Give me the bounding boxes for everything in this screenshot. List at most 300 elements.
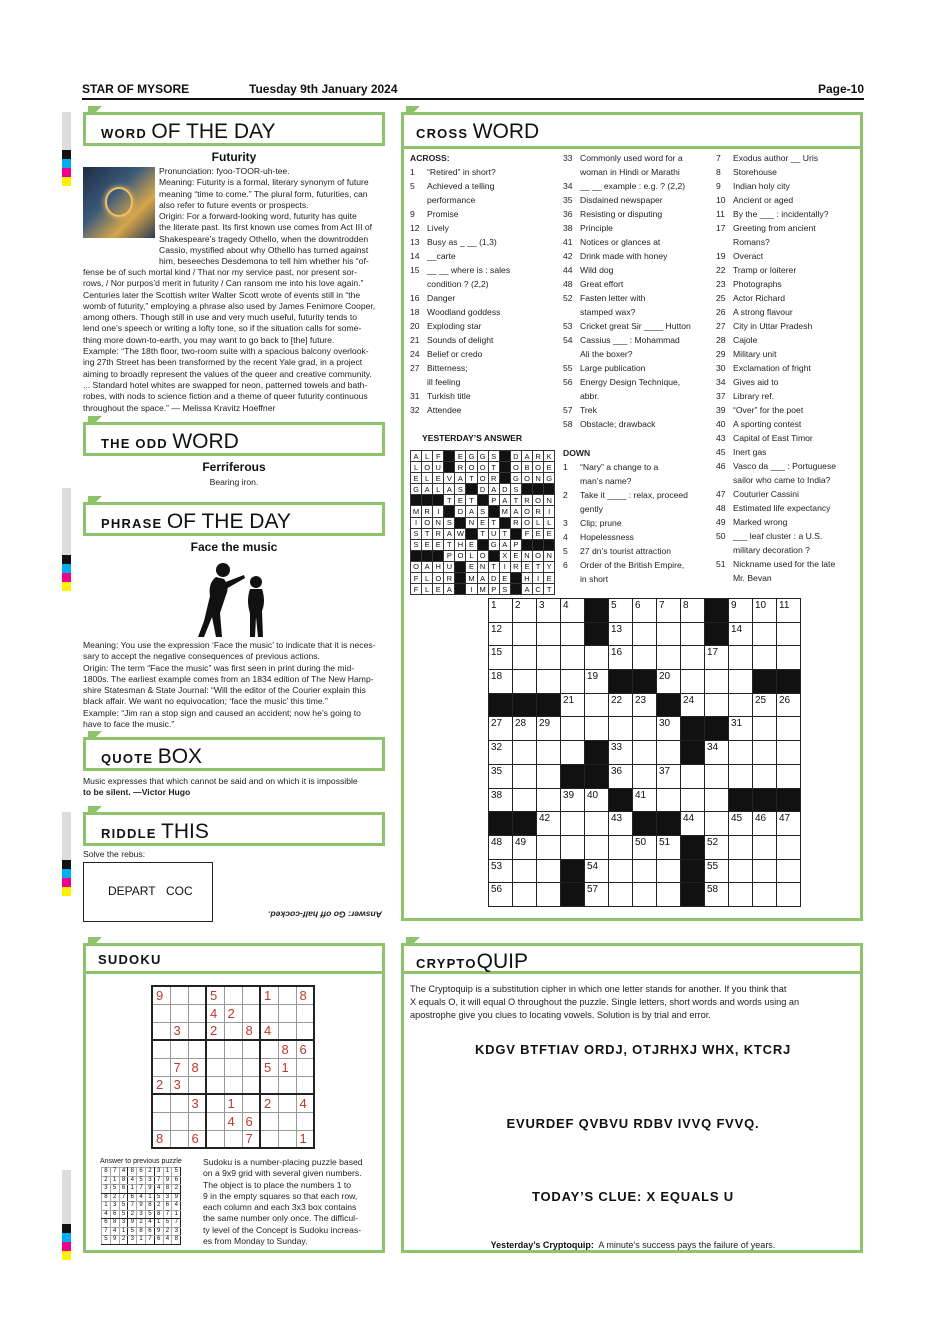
sudoku-cell[interactable] <box>224 1130 242 1148</box>
crossword-cell[interactable] <box>657 622 681 646</box>
sudoku-cell[interactable] <box>242 1058 260 1076</box>
crossword-cell[interactable]: 48 <box>489 835 513 859</box>
crossword-cell[interactable]: 36 <box>609 764 633 788</box>
clue-row: 31 Turkish title <box>410 391 471 401</box>
sudoku-cell: 1 <box>224 1094 242 1112</box>
crossword-cell[interactable] <box>513 741 537 765</box>
sudoku-cell[interactable] <box>152 1058 170 1076</box>
crossword-cell[interactable] <box>561 646 585 670</box>
sudoku-cell[interactable] <box>242 986 260 1004</box>
clue-row: 51 Nickname used for the late <box>716 559 836 569</box>
page-number: Page-10 <box>817 82 864 96</box>
crossword-cell[interactable]: 43 <box>609 812 633 836</box>
crossword-cell[interactable] <box>513 764 537 788</box>
crossword-cell[interactable] <box>537 788 561 812</box>
crossword-cell[interactable] <box>681 622 705 646</box>
crossword-cell[interactable] <box>561 670 585 694</box>
crossword-cell[interactable]: 56 <box>489 883 513 907</box>
crossword-cell[interactable] <box>561 741 585 765</box>
answer-cell: 6 <box>110 1210 119 1219</box>
crossword-cell[interactable] <box>729 883 753 907</box>
crossword-cell[interactable]: 27 <box>489 717 513 741</box>
answer-cell: 1 <box>154 1219 163 1228</box>
crossword-cell[interactable] <box>561 835 585 859</box>
sudoku-cell[interactable] <box>188 1112 206 1130</box>
sudoku-cell[interactable] <box>296 1004 314 1022</box>
crossword-cell[interactable] <box>657 883 681 907</box>
sudoku-cell[interactable] <box>278 1130 296 1148</box>
crossword-cell[interactable]: 21 <box>561 693 585 717</box>
clue-row: 58 Obstacle; drawback <box>563 419 656 429</box>
sudoku-cell[interactable] <box>152 1112 170 1130</box>
sudoku-cell[interactable] <box>242 1094 260 1112</box>
section-title: QUOTE <box>101 751 154 766</box>
crossword-cell[interactable] <box>585 812 609 836</box>
answer-cell: 7 <box>128 1202 137 1211</box>
crossword-cell[interactable]: 19 <box>585 670 609 694</box>
text-line: ty level of the Concept is Sudoku increas- <box>203 1224 362 1235</box>
clue-row: 53 Cricket great Sir ____ Hutton <box>563 321 691 331</box>
sudoku-cell[interactable] <box>224 1076 242 1094</box>
crossword-cell[interactable]: 18 <box>489 670 513 694</box>
clue-row: 48 Estimated life expectancy <box>716 503 831 513</box>
crossword-cell[interactable] <box>681 764 705 788</box>
sudoku-cell[interactable] <box>242 1004 260 1022</box>
answer-cell <box>521 484 532 495</box>
clue-row: 35 Disdained newspaper <box>563 195 663 205</box>
crossword-cell[interactable] <box>633 622 657 646</box>
crossword-cell[interactable]: 39 <box>561 788 585 812</box>
sudoku-cell[interactable] <box>170 986 188 1004</box>
crossword-cell[interactable]: 51 <box>657 835 681 859</box>
section-title-suffix: WORD <box>472 120 540 143</box>
crossword-cell[interactable] <box>777 859 801 883</box>
answer-cell: I <box>499 561 510 572</box>
crossword-cell[interactable]: 53 <box>489 859 513 883</box>
sudoku-cell[interactable] <box>170 1004 188 1022</box>
text-line: Shakespeare’s tragedy Othello, when the downtrodden <box>159 233 369 244</box>
answer-cell: D <box>510 451 521 462</box>
crossword-cell[interactable] <box>729 670 753 694</box>
crossword-cell[interactable] <box>777 646 801 670</box>
text-line: fense be of such mortal kind / That nor my service past, nor present sor- <box>83 267 358 277</box>
crossword-cell[interactable] <box>585 646 609 670</box>
crossword-cell[interactable] <box>681 670 705 694</box>
crossword-cell[interactable] <box>777 835 801 859</box>
section-title-suffix: QUIP <box>476 950 528 973</box>
crossword-cell[interactable] <box>513 670 537 694</box>
answer-cell: H <box>455 539 466 550</box>
sudoku-cell[interactable] <box>206 1058 224 1076</box>
text-line: the literate past. Its first known use comes from Act III of <box>159 222 373 233</box>
crossword-cell[interactable]: 26 <box>777 693 801 717</box>
answer-cell: 3 <box>163 1193 172 1202</box>
phrase-body <box>83 640 385 730</box>
crossword-cell[interactable] <box>777 764 801 788</box>
sudoku-cell[interactable] <box>242 1040 260 1058</box>
sudoku-cell[interactable] <box>188 1022 206 1040</box>
crossword-cell[interactable] <box>585 835 609 859</box>
crossword-cell[interactable] <box>609 883 633 907</box>
section-title: THE ODD <box>101 436 168 451</box>
crossword-cell[interactable]: 40 <box>585 788 609 812</box>
crossword-cell[interactable] <box>513 883 537 907</box>
sudoku-cell[interactable] <box>260 1004 278 1022</box>
crossword-cell[interactable] <box>657 741 681 765</box>
sudoku-cell[interactable] <box>170 1112 188 1130</box>
clue-row: 45 Inert gas <box>716 447 767 457</box>
sudoku-cell[interactable] <box>224 1058 242 1076</box>
crossword-cell[interactable]: 3 <box>537 599 561 623</box>
answer-cell: L <box>422 473 433 484</box>
crossword-cell[interactable] <box>609 859 633 883</box>
section-title: CRYPTO <box>416 956 477 971</box>
answer-cell: 5 <box>154 1193 163 1202</box>
crossword-cell[interactable] <box>753 859 777 883</box>
crossword-cell[interactable] <box>753 622 777 646</box>
sudoku-cell[interactable] <box>152 1004 170 1022</box>
crossword-cell[interactable] <box>777 883 801 907</box>
sudoku-cell[interactable] <box>278 1022 296 1040</box>
sudoku-cell: 1 <box>278 1058 296 1076</box>
answer-cell <box>433 550 444 561</box>
crossword-cell[interactable] <box>753 883 777 907</box>
cipher-line-2: EVURDEF QVBVU RDBV IVVQ FVVQ. <box>506 1116 760 1131</box>
answer-cell: 2 <box>172 1185 181 1194</box>
crossword-cell[interactable] <box>705 812 729 836</box>
crossword-cell[interactable] <box>777 741 801 765</box>
crossword-cell[interactable] <box>537 670 561 694</box>
answer-cell: 8 <box>137 1227 146 1236</box>
rebus-box <box>83 862 213 922</box>
crossword-cell[interactable] <box>753 764 777 788</box>
crossword-cell[interactable] <box>513 788 537 812</box>
crossword-cell[interactable]: 47 <box>777 812 801 836</box>
crossword-cell[interactable] <box>681 646 705 670</box>
answer-cell <box>444 462 455 473</box>
crossword-cell[interactable] <box>729 859 753 883</box>
sudoku-cell[interactable] <box>206 1112 224 1130</box>
issue-date: Tuesday 9th January 2024 <box>249 82 398 96</box>
sudoku-cell[interactable] <box>278 1004 296 1022</box>
answer-cell: A <box>521 584 532 595</box>
crossword-cell[interactable] <box>753 646 777 670</box>
crossword-cell[interactable]: 2 <box>513 599 537 623</box>
answer-cell: F <box>521 528 532 539</box>
crossword-cell[interactable] <box>705 693 729 717</box>
sudoku-cell[interactable] <box>152 1040 170 1058</box>
riddle-header <box>83 812 385 846</box>
quote-text <box>83 776 385 799</box>
clue-row: 20 Exploding star <box>410 321 482 331</box>
crossword-cell[interactable]: 12 <box>489 622 513 646</box>
crossword-cell[interactable] <box>633 741 657 765</box>
sudoku-cell[interactable] <box>278 1076 296 1094</box>
answer-cell: 7 <box>154 1176 163 1185</box>
crossword-cell[interactable]: 38 <box>489 788 513 812</box>
sudoku-cell[interactable] <box>206 1130 224 1148</box>
sudoku-cell[interactable] <box>296 1022 314 1040</box>
crossword-cell[interactable]: 11 <box>777 599 801 623</box>
answer-cell: T <box>488 462 499 473</box>
answer-cell: 2 <box>137 1219 146 1228</box>
sudoku-cell: 5 <box>206 986 224 1004</box>
crossword-cell[interactable] <box>705 670 729 694</box>
answer-cell <box>455 517 466 528</box>
clue-row: 23 Photographs <box>716 279 782 289</box>
answer-cell: 5 <box>163 1219 172 1228</box>
answer-cell: M <box>466 573 477 584</box>
crossword-cell[interactable]: 9 <box>729 599 753 623</box>
crossword-cell[interactable] <box>753 717 777 741</box>
crossword-cell[interactable]: 55 <box>705 859 729 883</box>
crossword-cell <box>561 859 585 883</box>
crossword-cell <box>489 693 513 717</box>
sudoku-cell[interactable] <box>296 1058 314 1076</box>
crossword-cell[interactable] <box>537 764 561 788</box>
answer-cell <box>499 462 510 473</box>
crossword-cell[interactable]: 52 <box>705 835 729 859</box>
answer-cell: A <box>422 561 433 572</box>
crossword-cell[interactable]: 50 <box>633 835 657 859</box>
crossword-cell[interactable] <box>729 764 753 788</box>
crossword-cell[interactable] <box>753 741 777 765</box>
crossword-cell[interactable] <box>633 646 657 670</box>
crossword-cell[interactable]: 33 <box>609 741 633 765</box>
crossword-cell[interactable] <box>537 646 561 670</box>
sudoku-cell: 2 <box>152 1076 170 1094</box>
sudoku-cell[interactable] <box>188 1004 206 1022</box>
sudoku-cell[interactable] <box>188 1040 206 1058</box>
sudoku-cell[interactable] <box>152 1094 170 1112</box>
crossword-cell[interactable] <box>513 646 537 670</box>
sudoku-cell: 1 <box>296 1130 314 1148</box>
answer-cell: L <box>533 517 544 528</box>
todays-clue: TODAY’S CLUE: X EQUALS U <box>532 1189 734 1204</box>
answer-cell: X <box>499 550 510 561</box>
answer-cell: N <box>544 495 555 506</box>
crossword-cell[interactable] <box>561 622 585 646</box>
sudoku-cell[interactable] <box>170 1130 188 1148</box>
answer-cell <box>499 451 510 462</box>
crossword-cell[interactable] <box>705 764 729 788</box>
crossword-cell[interactable] <box>705 788 729 812</box>
answer-cell: R <box>455 462 466 473</box>
answer-cell: 4 <box>154 1185 163 1194</box>
clue-row: 9 Indian holy city <box>716 181 790 191</box>
sudoku-cell[interactable] <box>278 1094 296 1112</box>
answer-cell: 6 <box>128 1193 137 1202</box>
down-clues-col2 <box>563 446 713 586</box>
crossword-cell[interactable] <box>609 717 633 741</box>
answer-cell: 5 <box>128 1227 137 1236</box>
crossword-cell[interactable]: 35 <box>489 764 513 788</box>
crossword-cell[interactable]: 41 <box>633 788 657 812</box>
crossword-cell[interactable] <box>657 859 681 883</box>
sudoku-cell[interactable] <box>278 1112 296 1130</box>
sudoku-cell[interactable] <box>188 1076 206 1094</box>
word-origin-wrap <box>83 267 385 414</box>
crossword-cell[interactable]: 57 <box>585 883 609 907</box>
crossword-cell[interactable] <box>729 693 753 717</box>
crossword-cell[interactable]: 49 <box>513 835 537 859</box>
crossword-cell[interactable]: 45 <box>729 812 753 836</box>
crossword-cell[interactable]: 24 <box>681 693 705 717</box>
crossword-grid <box>488 598 801 907</box>
crossword-cell[interactable]: 17 <box>705 646 729 670</box>
sudoku-cell[interactable] <box>170 1040 188 1058</box>
sudoku-cell[interactable] <box>206 1094 224 1112</box>
text-line: have to face the music.” <box>83 719 175 730</box>
crossword-cell[interactable] <box>561 717 585 741</box>
crossword-cell[interactable]: 58 <box>705 883 729 907</box>
crossword-cell[interactable]: 22 <box>609 693 633 717</box>
answer-cell: Y <box>544 561 555 572</box>
crossword-cell[interactable] <box>537 859 561 883</box>
crossword-cell <box>681 717 705 741</box>
sudoku-cell[interactable] <box>152 1022 170 1040</box>
sudoku-cell[interactable] <box>206 1040 224 1058</box>
crossword-cell[interactable] <box>633 764 657 788</box>
crossword-cell[interactable]: 23 <box>633 693 657 717</box>
answer-cell: E <box>499 573 510 584</box>
answer-cell: A <box>455 473 466 484</box>
crossword-cell[interactable] <box>633 859 657 883</box>
sudoku-cell[interactable] <box>296 1076 314 1094</box>
crossword-cell[interactable] <box>609 835 633 859</box>
sudoku-cell: 6 <box>188 1130 206 1148</box>
answer-cell: E <box>455 495 466 506</box>
sudoku-cell[interactable] <box>206 1076 224 1094</box>
clue-row: 28 Cajole <box>716 335 758 345</box>
crossword-cell[interactable] <box>585 717 609 741</box>
text-line: rows, / Nor purpos’d merit in futurity / Can ransom me into his love again.” <box>83 278 364 289</box>
answer-cell: 8 <box>154 1210 163 1219</box>
crossword-cell[interactable] <box>681 788 705 812</box>
down-clues-col3 <box>716 151 856 585</box>
crossword-cell[interactable] <box>537 835 561 859</box>
crossword-cell[interactable]: 7 <box>657 599 681 623</box>
crossword-cell[interactable] <box>561 812 585 836</box>
answer-cell: S <box>444 517 455 528</box>
crossword-cell[interactable]: 34 <box>705 741 729 765</box>
crossword-cell[interactable] <box>585 693 609 717</box>
crossword-cell[interactable] <box>729 835 753 859</box>
answer-cell: M <box>411 506 422 517</box>
sudoku-cell[interactable] <box>260 1040 278 1058</box>
crossword-cell[interactable]: 4 <box>561 599 585 623</box>
answer-cell: T <box>422 528 433 539</box>
sudoku-cell[interactable] <box>260 1112 278 1130</box>
answer-cell: E <box>544 462 555 473</box>
crossword-cell[interactable]: 30 <box>657 717 681 741</box>
sudoku-cell[interactable] <box>296 1112 314 1130</box>
crossword-cell[interactable]: 28 <box>513 717 537 741</box>
crossword-cell[interactable] <box>537 741 561 765</box>
clue-row: 29 Military unit <box>716 349 777 359</box>
crossword-cell[interactable] <box>729 646 753 670</box>
crossword-cell[interactable]: 29 <box>537 717 561 741</box>
crossword-cell[interactable]: 20 <box>657 670 681 694</box>
clue-row: 50 ___ leaf cluster : a U.S. <box>716 531 823 541</box>
sudoku-cell[interactable] <box>224 986 242 1004</box>
clue-row: 47 Couturier Cassini <box>716 489 799 499</box>
crossword-cell[interactable]: 42 <box>537 812 561 836</box>
crossword-cell[interactable] <box>513 859 537 883</box>
crossword-cell[interactable]: 15 <box>489 646 513 670</box>
margin-strip <box>62 112 71 152</box>
crossword-cell <box>777 670 801 694</box>
clue-row: 54 Cassius ___ : Mohammad <box>563 335 680 345</box>
sudoku-cell[interactable] <box>242 1076 260 1094</box>
crossword-cell[interactable]: 46 <box>753 812 777 836</box>
crossword-cell[interactable]: 6 <box>633 599 657 623</box>
crossword-cell[interactable] <box>729 741 753 765</box>
crossword-cell <box>681 741 705 765</box>
answer-cell: 8 <box>128 1168 137 1177</box>
crossword-cell[interactable]: 8 <box>681 599 705 623</box>
sudoku-cell[interactable] <box>260 1130 278 1148</box>
crossword-cell <box>729 788 753 812</box>
section-title: PHRASE <box>101 516 163 531</box>
sudoku-cell[interactable] <box>170 1094 188 1112</box>
crossword-cell[interactable]: 13 <box>609 622 633 646</box>
rebus-word-1: DEPART <box>108 884 156 898</box>
sudoku-cell[interactable] <box>224 1040 242 1058</box>
crossword-cell[interactable] <box>657 646 681 670</box>
answer-cell: 3 <box>119 1219 128 1228</box>
answer-cell: 4 <box>119 1168 128 1177</box>
answer-cell: 6 <box>154 1236 163 1245</box>
crossword-cell[interactable]: 54 <box>585 859 609 883</box>
crossword-cell[interactable] <box>537 622 561 646</box>
answer-cell: T <box>488 561 499 572</box>
crossword-cell[interactable] <box>633 717 657 741</box>
crossword-cell[interactable]: 10 <box>753 599 777 623</box>
crossword-cell[interactable] <box>657 788 681 812</box>
crossword-cell[interactable]: 16 <box>609 646 633 670</box>
crossword-cell[interactable]: 5 <box>609 599 633 623</box>
answer-cell: 2 <box>102 1176 111 1185</box>
crossword-cell[interactable]: 14 <box>729 622 753 646</box>
crossword-cell[interactable]: 25 <box>753 693 777 717</box>
sudoku-cell[interactable] <box>278 986 296 1004</box>
answer-cell: 4 <box>163 1236 172 1245</box>
crossword-cell[interactable] <box>753 835 777 859</box>
crossword-cell[interactable] <box>777 622 801 646</box>
crossword-cell[interactable] <box>513 622 537 646</box>
crossword-cell[interactable]: 32 <box>489 741 513 765</box>
answer-cell: 8 <box>119 1176 128 1185</box>
answer-cell: E <box>422 539 433 550</box>
crossword-cell[interactable]: 31 <box>729 717 753 741</box>
answer-cell: N <box>477 561 488 572</box>
text-line: shire Statesman & State Journal: “Will the editor of the Courier explain this <box>83 685 366 696</box>
answer-cell: L <box>433 484 444 495</box>
crossword-cell[interactable] <box>777 717 801 741</box>
page-header <box>82 80 864 100</box>
answer-cell: 3 <box>137 1210 146 1219</box>
sudoku-cell[interactable] <box>224 1022 242 1040</box>
crossword-cell[interactable]: 44 <box>681 812 705 836</box>
crossword-cell[interactable] <box>633 883 657 907</box>
sudoku-cell[interactable] <box>188 986 206 1004</box>
sudoku-cell[interactable] <box>260 1076 278 1094</box>
crossword-cell[interactable]: 37 <box>657 764 681 788</box>
crossword-cell[interactable] <box>537 883 561 907</box>
answer-cell: 3 <box>110 1202 119 1211</box>
crossword-cell[interactable]: 1 <box>489 599 513 623</box>
